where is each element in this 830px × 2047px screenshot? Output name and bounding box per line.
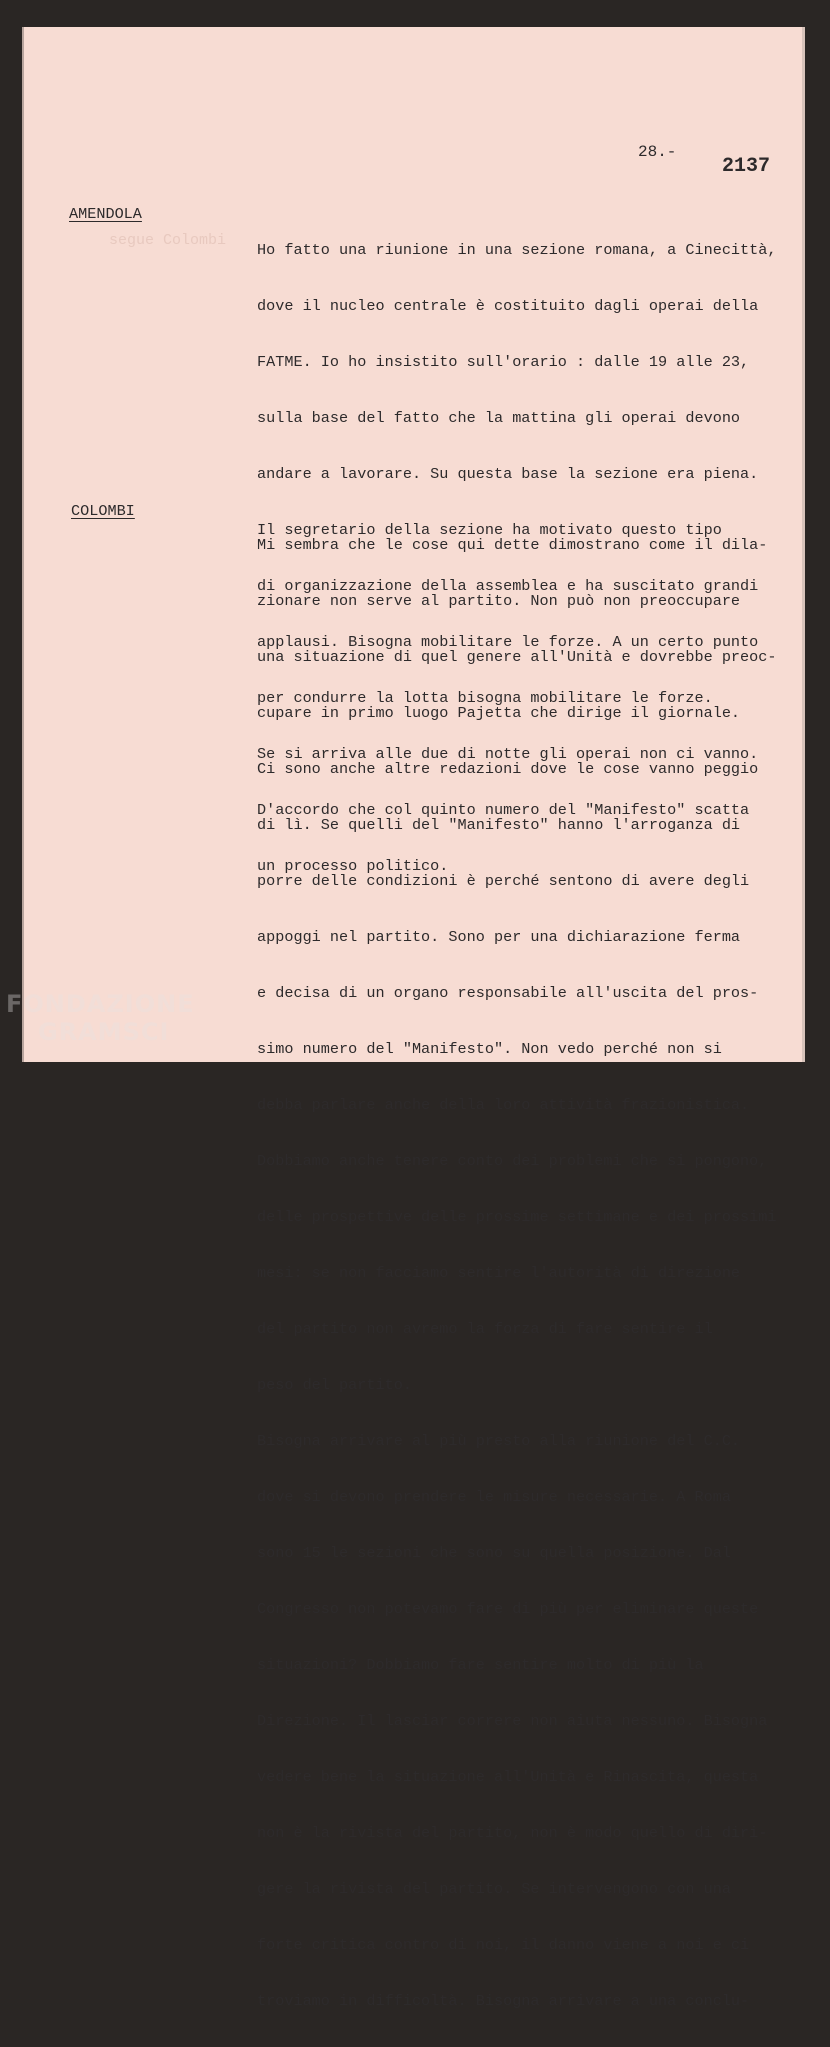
- page-number: 28.-: [638, 143, 677, 161]
- text-line: sono 15 le sezioni che sono su quella posizione. Dal: [257, 1543, 731, 1562]
- text-line: per condurre la lotta bisogna mobilitare le forze.: [257, 689, 713, 708]
- text-line: peso del partito.: [257, 1375, 412, 1394]
- text-line: gere la rivista del partito. Se intervengono con una: [257, 1879, 731, 1898]
- text-line: delle prospettive delle prossime settimane e dei prossimi: [257, 1207, 777, 1226]
- text-line: Bisogna arrivare al più presto alla riunione del C.C.: [257, 1431, 741, 1450]
- text-line: dove si devono prendere le misure necessarie. A Roma: [257, 1487, 731, 1506]
- text-line: vedere bene la situazione all'Unità e Rinascita, questa: [257, 1767, 759, 1786]
- text-line: del partito non avremo la forza di fare sentire il: [257, 1319, 713, 1338]
- text-line: cupare in primo luogo Pajetta che dirige il giornale.: [257, 704, 741, 723]
- text-line: troviamo in difficoltà. Bisogna arrivare a una conclu-: [257, 1991, 750, 2010]
- text-line: andare a lavorare. Su questa base la sezione era piena.: [257, 465, 759, 484]
- bleed-through: segue Colombi: [100, 232, 227, 249]
- text-line: dove il nucleo centrale è costituito dagli operai della: [257, 297, 759, 316]
- text-line: zionare non serve al partito. Non può non preoccupare: [257, 592, 741, 611]
- text-line: Ci sono anche altre redazioni dove le cose vanno peggio: [257, 760, 759, 779]
- text-line: applausi. Bisogna mobilitare le forze. A un certo punto: [257, 633, 759, 652]
- text-line: situazioni? Dobbiamo fare sentire molto di più la: [257, 1655, 704, 1674]
- text-line: sulla base del fatto che la mattina gli operai devono: [257, 409, 741, 428]
- text-line: Direzione. Il lasciar correre non aiuta nessuno. Bisogna: [257, 1711, 768, 1730]
- text-line: simo numero del "Manifesto". Non vedo perché non si: [257, 1040, 722, 1059]
- text-line: Il segretario della sezione ha motivato questo tipo: [257, 521, 722, 540]
- text-line: Ho fatto una riunione in una sezione romana, a Cinecittà,: [257, 241, 777, 260]
- document-page: [22, 27, 805, 2010]
- text-line: Mi sembra che le cose qui dette dimostrano come il dila-: [257, 536, 768, 555]
- text-line: Dobbiamo anche tenere conto dei problemi che si pongono,: [257, 1151, 768, 1170]
- text-line: porre delle condizioni è perché sentono di avere degli: [257, 872, 750, 891]
- text-line: di lì. Se quelli del "Manifesto" hanno l'arroganza di: [257, 816, 741, 835]
- text-line: e decisa di un organo responsabile all'uscita del pros-: [257, 984, 759, 1003]
- text-line: non è la rivista del partito, non è modo quello di diri-: [257, 1823, 768, 1842]
- text-line: mesi: se non facciamo sentire l'autorità di direzione: [257, 1263, 741, 1282]
- text-line: di organizzazione della assemblea e ha suscitato grandi: [257, 577, 759, 596]
- speaker-colombi: COLOMBI: [71, 502, 135, 520]
- watermark-logo-line1: FONDAZIONE: [6, 990, 195, 1018]
- speaker-amendola: AMENDOLA: [69, 205, 142, 223]
- text-line: Congresso non potevamo fare di più per eliminare queste: [257, 1599, 759, 1618]
- text-line: forte critica contro di noi, il danno viene a noi e ci: [257, 1935, 750, 1954]
- text-line: FATME. Io ho insistito sull'orario : dalle 19 alle 23,: [257, 353, 750, 372]
- text-line: una situazione di quel genere all'Unità e dovrebbe preoc-: [257, 648, 777, 667]
- text-line: un processo politico.: [257, 856, 449, 875]
- text-line: D'accordo che col quinto numero del "Manifesto" scatta: [257, 801, 750, 819]
- sheet-number: 2137: [722, 155, 771, 178]
- text-line: debba parlare anche della loro attività frazionistica.: [257, 1096, 750, 1114]
- paragraph-colombi: [257, 499, 817, 2047]
- text-line: appoggi nel partito. Sono per una dichiarazione ferma: [257, 928, 741, 947]
- text-line: Se si arriva alle due di notte gli operai non ci vanno.: [257, 745, 759, 764]
- watermark-logo-line2: GRAMSCI: [38, 1018, 170, 1046]
